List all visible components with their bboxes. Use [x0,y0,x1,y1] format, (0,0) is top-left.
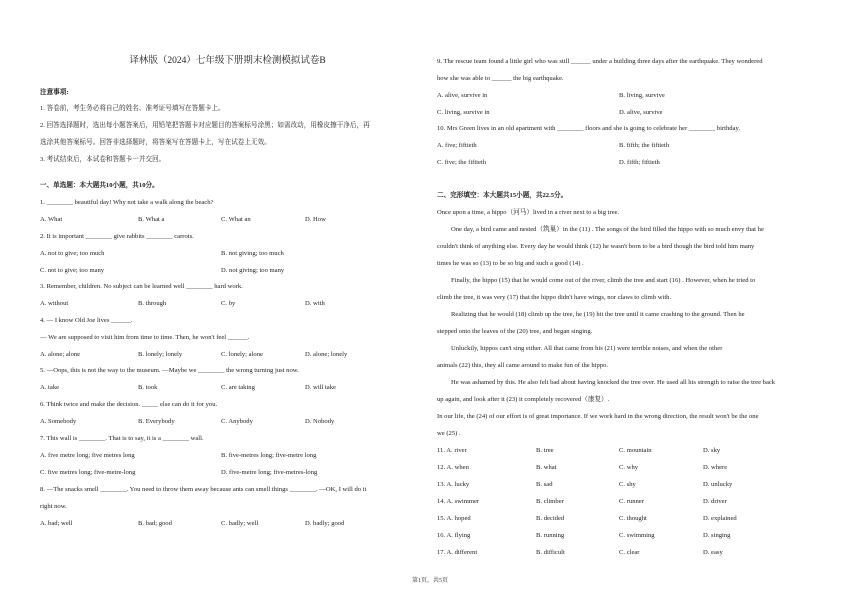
option[interactable]: A. not to give; too much [40,250,105,257]
option[interactable]: C. by [221,300,236,307]
option[interactable]: D. not giving; too many [221,267,285,274]
question-stem: 5. —Oops, this is not the way to the museum. —Maybe we ________ the wrong turning just now. [40,367,299,374]
question-stem: right now. [40,503,67,510]
passage-line: animals (22) this, they all came around to make fun of the hippo. [437,362,609,369]
passage-line: In our life, the (24) of our effort is of great importance. If we work hard in the wrong direction, the result won't be the one [437,413,759,420]
passage-line: stepped onto the leaves of the (20) tree, and began singing. [437,328,593,335]
option[interactable]: B. Everybody [138,418,175,425]
option[interactable]: D. unlucky [703,481,733,488]
option[interactable]: 15. A. hoped [437,515,471,522]
option[interactable]: B. bad; good [138,520,172,527]
option[interactable]: A. take [40,384,60,391]
option[interactable]: D. How [305,216,326,223]
option[interactable]: B. decided [536,515,565,522]
page-footer: 第1页，共5页 [411,578,448,584]
option[interactable]: B. running [536,532,565,539]
option[interactable]: C. badly; well [221,520,259,527]
passage-line: Once upon a time, a hippo（河马）lived in a river next to a big tree. [437,209,620,216]
option[interactable]: A. without [40,300,69,307]
question-stem: 6. Think twice and make the decision. _____ else can do it for you. [40,401,218,408]
option[interactable]: A. What [40,216,63,223]
option[interactable]: B. five-metres long; five-metre long [221,452,317,459]
option[interactable]: B. living, survive [619,92,665,99]
option[interactable]: D. sky [703,447,721,454]
option[interactable]: 16. A. flying [437,532,471,539]
question-stem: 2. It is important ________ give rabbits ________ carrots. [40,233,194,240]
option[interactable]: C. swimming [619,532,655,539]
option[interactable]: C. not to give; too many [40,267,105,274]
option[interactable]: 12. A. when [437,464,469,471]
option[interactable]: C. mountain [619,447,652,454]
question-stem: 9. The rescue team found a little girl who was still ______ under a building three days after the earthquake. They wondered [437,58,763,65]
question-stem: 10. Mrs Green lives in an old apartment with ________ floors and she is going to celebrate her ________ birthday. [437,125,741,132]
option[interactable]: C. five; the fiftieth [437,159,487,166]
option[interactable]: D. will take [305,384,336,391]
option[interactable]: 14. A. swimmer [437,498,480,505]
passage-line: Unluckily, hippos can't sing either. All that came from his (21) were terrible noises, and when the other [451,345,723,352]
option[interactable]: C. are taking [221,384,255,391]
option[interactable]: D. with [305,300,325,307]
notice-item: 1. 答卷前，考生务必将自己的姓名、准考证号填写在答题卡上。 [40,105,225,112]
question-stem: 1. ________ beautiful day! Why not take a walk along the beach? [40,199,214,206]
passage-line: times he was so (13) to be so big and such a good (14) . [437,260,584,267]
option[interactable]: C. lonely; alone [221,351,263,358]
option[interactable]: C. Anybody [221,418,253,425]
passage-line: we (25) . [437,430,461,437]
section-heading: 二、完形填空：本大题共15小题，共22.5分。 [437,192,568,199]
option[interactable]: C. living, survive in [437,109,490,116]
question-stem: how she was able to ______ the big earthquake. [437,75,564,82]
notice-item: 选涂其他答案标号。回答非选择题时，将答案写在答题卡上，写在试卷上无效。 [40,139,271,146]
notice-item: 2. 回答选择题时，选出每小题答案后，用铅笔把答题卡对应题目的答案标号涂黑；如需改动，用橡皮擦干净后，再 [40,122,370,129]
passage-line: Realizing that he would (18) climb up the tree, he (19) hit the tree until it came crashing to the ground. Then he [451,311,745,318]
page-title: 译林版（2024）七年级下册期末检测模拟试卷B [129,56,326,66]
option[interactable]: A. five; fiftieth [437,142,477,149]
option[interactable]: D. easy [703,549,723,556]
passage-line: One day, a bird came and nested（筑巢）in the (11) . The songs of the bird filled the hippo with so much envy that he [451,226,764,233]
option[interactable]: B. lonely; lonely [138,351,183,358]
option[interactable]: B. not giving; too much [221,250,284,257]
passage-line: climb the tree, it was very (17) that the hippo didn't have wings, nor claws to climb with. [437,294,672,301]
option[interactable]: B. tree [536,447,554,454]
option[interactable]: B. What a [138,216,165,223]
option[interactable]: D. singing [703,532,731,539]
notice-item: 3. 考试结束后，本试卷和答题卡一并交回。 [40,156,166,163]
option[interactable]: B. difficult [536,549,565,556]
passage-line: He was ashamed by this. He also felt bad about having knocked the tree over. He used all his strength to raise the tree back [451,379,776,386]
option[interactable]: B. sad [536,481,553,488]
option[interactable]: B. took [138,384,158,391]
option[interactable]: D. alone; lonely [305,351,348,358]
option[interactable]: D. alive, survive [619,109,663,116]
option[interactable]: D. badly; good [305,520,345,527]
option[interactable]: B. climber [536,498,564,505]
option[interactable]: C. thought [619,515,647,522]
option[interactable]: C. clear [619,549,640,556]
option[interactable]: A. alive, survive in [437,92,488,99]
option[interactable]: D. driver [703,498,727,505]
passage-line: couldn't think of anything else. Every day he would think (12) he wasn't born to be a bird though the bird told him many [437,243,755,250]
notice-heading: 注意事项: [40,89,69,96]
option[interactable]: D. five-metre long; five-metres-long [221,469,318,476]
option[interactable]: C. five metres long; five-metre-long [40,469,136,476]
option[interactable]: C. runner [619,498,644,505]
question-stem: 7. This wall is ________. That is to say, it is a ________ wall. [40,435,204,442]
option[interactable]: C. shy [619,481,636,488]
option[interactable]: C. why [619,464,639,471]
question-stem: — We are supposed to visit him from time to time. Then, he won't feel ______. [40,334,250,341]
option[interactable]: B. what [536,464,557,471]
question-stem: 4. — I know Old Joe lives ______. [40,317,133,324]
section-heading: 一、单选题：本大题共10小题，共10分。 [40,182,159,189]
option[interactable]: D. fifth; fiftieth [619,159,660,166]
question-stem: 8. —The snacks smell ________. You need to throw them away because ants can smell things ________. —OK, I will do it [40,486,367,493]
option[interactable]: A. bad; well [40,520,73,527]
option[interactable]: A. Somebody [40,418,77,425]
option[interactable]: 17. A. different [437,549,478,556]
option[interactable]: B. through [138,300,167,307]
option[interactable]: D. where [703,464,728,471]
option[interactable]: D. explained [703,515,737,522]
option[interactable]: A. alone; alone [40,351,81,358]
option[interactable]: A. five metre long; five metres long [40,452,135,459]
option[interactable]: 11. A. river [437,447,467,454]
question-stem: 3. Remember, children. No subject can be learned well ________ hard work. [40,283,243,290]
option[interactable]: D. Nobody [305,418,335,425]
passage-line: Finally, the hippo (15) that he would come out of the river, climb the tree and start (16) . However, when he tried to [451,277,756,284]
option[interactable]: C. What an [221,216,251,223]
passage-line: up again, and look after it (23) it completely recovered（康复）. [437,396,610,403]
option[interactable]: B. fifth; the fiftieth [619,142,670,149]
option[interactable]: 13. A. lucky [437,481,470,488]
